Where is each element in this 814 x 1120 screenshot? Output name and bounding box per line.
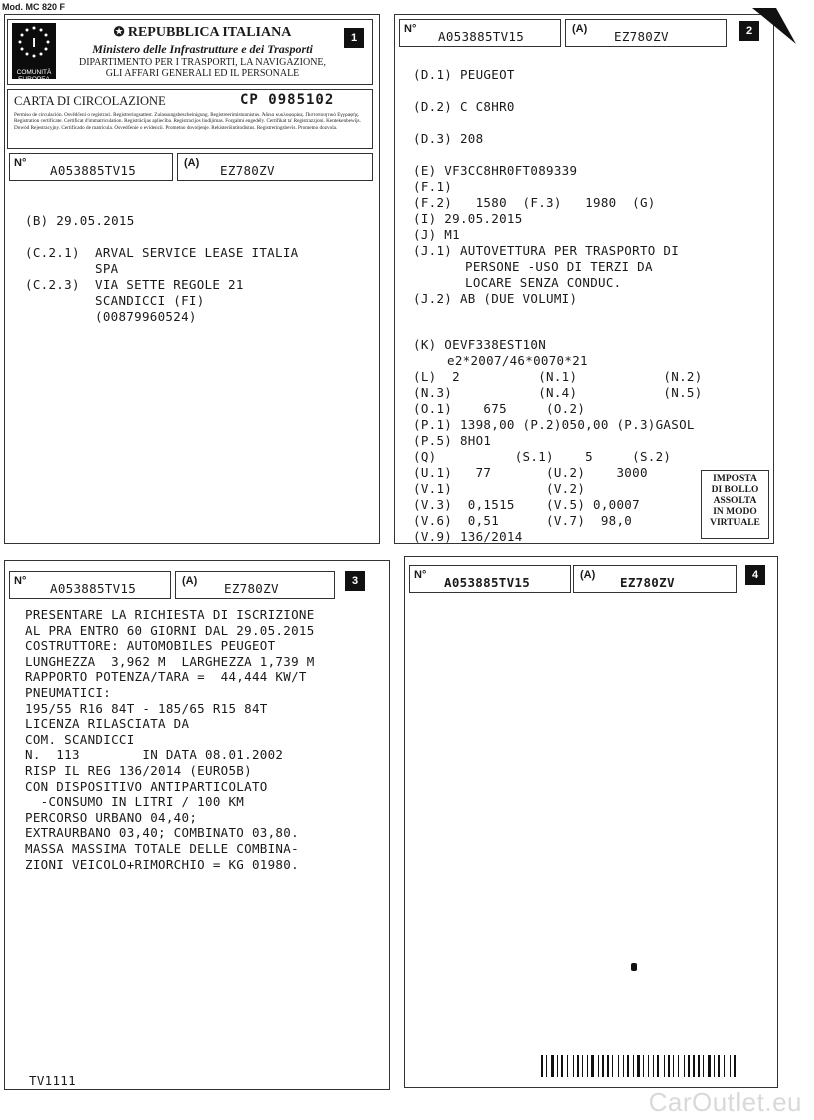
republic-text: REPUBBLICA ITALIANA <box>127 25 292 40</box>
field-p1-p2-p3: (P.1) 1398,00 (P.2)050,00 (P.3)GASOL <box>413 417 695 432</box>
barcode-bar <box>724 1055 725 1077</box>
barcode-bar <box>698 1055 700 1077</box>
registration-number-2: A053885TV15 <box>438 29 525 44</box>
model-label: Mod. MC 820 F <box>2 2 66 12</box>
footer-code: TV1111 <box>29 1073 76 1088</box>
department-line-1: DIPARTIMENTO PER I TRASPORTI, LA NAVIGAZIONE, <box>78 57 327 68</box>
note-line: LICENZA RILASCIATA DA <box>25 716 190 732</box>
barcode-bar <box>734 1055 736 1077</box>
field-j2: (J.2) AB (DUE VOLUMI) <box>413 291 578 306</box>
registration-number-box <box>9 153 173 181</box>
field-k-line2: e2*2007/46*0070*21 <box>447 353 588 368</box>
note-line: EXTRAURBANO 03,40; COMBINATO 03,80. <box>25 825 299 841</box>
department-line-2: GLI AFFARI GENERALI ED IL PERSONALE <box>105 68 300 79</box>
republic-title <box>60 24 345 41</box>
panel-number-3: 3 <box>345 571 365 591</box>
field-o1-o2: (O.1) 675 (O.2) <box>413 401 586 416</box>
notes-block <box>25 607 315 872</box>
field-l-n1-n2: (L) 2 (N.1) (N.2) <box>413 369 703 384</box>
plate-number-3: EZ780ZV <box>224 581 279 596</box>
eu-stars-icon <box>12 23 56 65</box>
barcode-bar <box>664 1055 665 1077</box>
registration-number-4: A053885TV15 <box>444 575 531 590</box>
barcode-bar <box>708 1055 711 1077</box>
barcode-bar <box>688 1055 690 1077</box>
note-line: CON DISPOSITIVO ANTIPARTICOLATO <box>25 778 268 794</box>
note-line: PERCORSO URBANO 04,40; <box>25 809 198 825</box>
emblem-line-1: COMUNITÀ <box>16 69 52 76</box>
no-label-2: N° <box>404 23 417 35</box>
field-c23-line3: (00879960524) <box>95 309 197 324</box>
multilingual-text: Permiso de circulación. Osvědčení o registraci. Registreringsattest. Zulassungsbescheinigung. Registreerimistunnistus. Άδεια κυκλοφορίας. Πιστοποιητικό Εγγραφής. Registration certificate. Certificat d'immatriculation. Registrācijas apliecība. Registracijos liudijimas. Forgalmi engedély. Certifikat ta' Registrazzjoni. Kentekenbewijs. Dowód Rejestracyjny. Certificado de matrícula. Osvedčenie o evidencii. Prometno dovoljenje. Rekisteröintitodistus. Registreringsbevis. Prometno dozvola. <box>14 112 361 131</box>
field-e: (E) VF3CC8HR0FT089339 <box>413 163 578 178</box>
barcode-bar <box>684 1055 685 1077</box>
watermark: CarOutlet.eu <box>648 1087 802 1117</box>
barcode-bar <box>557 1055 558 1077</box>
svg-text:I: I <box>32 35 36 50</box>
registration-number-box-4 <box>409 565 571 593</box>
note-line: PNEUMATICI: <box>25 684 112 700</box>
field-j1-line2: PERSONE -USO DI TERZI DA <box>465 259 653 274</box>
panel-1 <box>4 14 380 544</box>
plate-box-2 <box>565 19 727 47</box>
registration-number-box-2 <box>399 19 561 47</box>
field-c21-line2: SPA <box>95 261 119 276</box>
no-label-4: N° <box>414 569 427 581</box>
no-label: N° <box>14 157 27 169</box>
barcode-bar <box>582 1055 583 1077</box>
a-label: (A) <box>184 157 200 169</box>
field-v3-v5: (V.3) 0,1515 (V.5) 0,0007 <box>413 497 640 512</box>
field-d1: (D.1) PEUGEOT <box>413 67 515 82</box>
barcode-bar <box>703 1055 704 1077</box>
field-v1-v2: (V.1) (V.2) <box>413 481 586 496</box>
eu-emblem <box>12 23 56 83</box>
registration-number-3: A053885TV15 <box>50 581 137 596</box>
stamp-line-3: ASSOLTA <box>713 496 757 506</box>
field-d2: (D.2) C C8HR0 <box>413 99 515 114</box>
barcode-bar <box>714 1055 715 1077</box>
barcode-bar <box>668 1055 670 1077</box>
barcode-bar <box>618 1055 619 1077</box>
barcode-bar <box>693 1055 695 1077</box>
field-k-line1: (K) OEVF338EST10N <box>413 337 547 352</box>
field-v9: (V.9) 136/2014 <box>413 529 523 544</box>
panel-number-4: 4 <box>745 565 765 585</box>
barcode-bar <box>612 1055 613 1077</box>
plate-box-3 <box>175 571 335 599</box>
card-title-box <box>7 89 373 149</box>
plate-number-4: EZ780ZV <box>620 575 675 590</box>
field-b: (B) 29.05.2015 <box>25 213 135 228</box>
barcode <box>541 1055 741 1077</box>
barcode-bar <box>573 1055 574 1077</box>
barcode-bar <box>577 1055 579 1077</box>
field-c23-line1: VIA SETTE REGOLE 21 <box>95 277 244 292</box>
note-line: RISP IL REG 136/2014 (EURO5B) <box>25 762 252 778</box>
field-f2-f3-g: (F.2) 1580 (F.3) 1980 (G) <box>413 195 656 210</box>
field-c23-line2: SCANDICCI (FI) <box>95 293 205 308</box>
barcode-bar <box>730 1055 731 1077</box>
field-v6-v7: (V.6) 0,51 (V.7) 98,0 <box>413 513 633 528</box>
barcode-bar <box>718 1055 720 1077</box>
star-emblem-icon: ✪ <box>113 24 128 39</box>
folded-corner-icon <box>752 8 796 48</box>
stamp-line-4: IN MODO <box>713 507 757 517</box>
emblem-line-2: EUROPEA <box>18 76 50 83</box>
barcode-bar <box>678 1055 679 1077</box>
barcode-bar <box>541 1055 543 1077</box>
note-line: N. 113 IN DATA 08.01.2002 <box>25 747 284 763</box>
panel-number-2: 2 <box>739 21 759 41</box>
barcode-bar <box>598 1055 599 1077</box>
card-title: CARTA DI CIRCOLAZIONE <box>14 94 166 108</box>
barcode-bar <box>546 1055 547 1077</box>
stamp-line-1: IMPOSTA <box>713 474 757 484</box>
field-c21-label: (C.2.1) <box>25 245 80 260</box>
barcode-bar <box>627 1055 629 1077</box>
tax-stamp <box>701 470 769 539</box>
note-line: -CONSUMO IN LITRI / 100 KM <box>25 794 245 810</box>
panel-3 <box>4 560 390 1090</box>
a-label-2: (A) <box>572 23 588 35</box>
field-j1-line1: (J.1) AUTOVETTURA PER TRASPORTO DI <box>413 243 680 258</box>
field-q-s1-s2: (Q) (S.1) 5 (S.2) <box>413 449 672 464</box>
barcode-bar <box>567 1055 568 1077</box>
barcode-bar <box>591 1055 594 1077</box>
a-label-4: (A) <box>580 569 596 581</box>
card-number: CP 0985102 <box>240 92 335 108</box>
header-box <box>7 19 373 85</box>
field-f1: (F.1) <box>413 179 453 194</box>
note-line: 195/55 R16 84T - 185/65 R15 84T <box>25 700 268 716</box>
field-d3: (D.3) 208 <box>413 131 484 146</box>
registration-number-box-3 <box>9 571 171 599</box>
note-line: PRESENTARE LA RICHIESTA DI ISCRIZIONE <box>25 607 315 622</box>
note-line: COSTRUTTORE: AUTOMOBILES PEUGEOT <box>25 638 276 654</box>
field-p5: (P.5) 8HO1 <box>413 433 492 448</box>
barcode-bar <box>602 1055 604 1077</box>
field-j1-line3: LOCARE SENZA CONDUC. <box>465 275 622 290</box>
field-c21-line1: ARVAL SERVICE LEASE ITALIA <box>95 245 299 260</box>
field-u1-u2: (U.1) 77 (U.2) 3000 <box>413 465 648 480</box>
field-i: (I) 29.05.2015 <box>413 211 523 226</box>
barcode-bar <box>587 1055 588 1077</box>
plate-number-2: EZ780ZV <box>614 29 669 44</box>
note-line: AL PRA ENTRO 60 GIORNI DAL 29.05.2015 <box>25 622 315 638</box>
panel-4 <box>404 556 778 1088</box>
barcode-bar <box>637 1055 640 1077</box>
ministry-name: Ministero delle Infrastrutture e dei Trasporti <box>92 42 313 56</box>
note-line: RAPPORTO POTENZA/TARA = 44,444 KW/T <box>25 669 307 685</box>
plate-box-4 <box>573 565 737 593</box>
field-j: (J) M1 <box>413 227 460 242</box>
barcode-bar <box>653 1055 654 1077</box>
barcode-bar <box>673 1055 674 1077</box>
field-c23-label: (C.2.3) <box>25 277 80 292</box>
barcode-bar <box>623 1055 624 1077</box>
barcode-bar <box>633 1055 634 1077</box>
plate-number: EZ780ZV <box>220 163 275 178</box>
field-n3-n4-n5: (N.3) (N.4) (N.5) <box>413 385 703 400</box>
plate-box <box>177 153 373 181</box>
stamp-line-5: VIRTUALE <box>710 518 760 528</box>
barcode-bar <box>561 1055 563 1077</box>
stamp-line-2: DI BOLLO <box>711 485 759 495</box>
registration-number: A053885TV15 <box>50 163 137 178</box>
panel-2 <box>394 14 774 544</box>
note-line: MASSA MASSIMA TOTALE DELLE COMBINA- <box>25 840 299 856</box>
barcode-bar <box>657 1055 659 1077</box>
barcode-bar <box>551 1055 554 1077</box>
note-line: COM. SCANDICCI <box>25 731 135 747</box>
note-line: LUNGHEZZA 3,962 M LARGHEZZA 1,739 M <box>25 653 315 669</box>
no-label-3: N° <box>14 575 27 587</box>
barcode-bar <box>607 1055 609 1077</box>
panel-number-1: 1 <box>344 28 364 48</box>
barcode-bar <box>648 1055 649 1077</box>
barcode-bar <box>643 1055 644 1077</box>
a-label-3: (A) <box>182 575 198 587</box>
ink-spot <box>631 963 637 971</box>
note-line: ZIONI VEICOLO+RIMORCHIO = KG 01980. <box>25 856 299 872</box>
